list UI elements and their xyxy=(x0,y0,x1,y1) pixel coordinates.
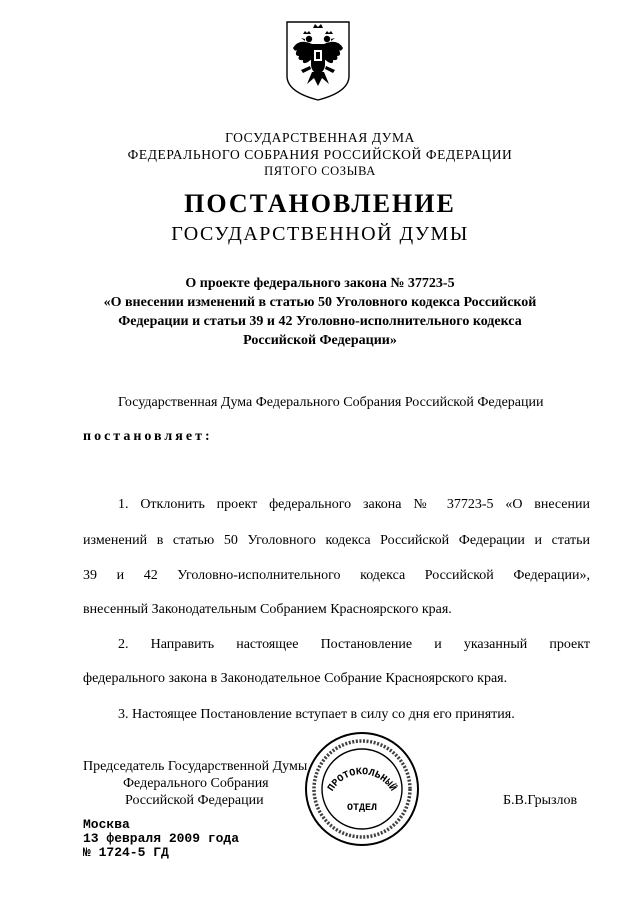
document-subject xyxy=(60,274,580,350)
org-name-line-1: ГОСУДАРСТВЕННАЯ ДУМА xyxy=(225,130,415,145)
convocation: ПЯТОГО СОЗЫВА xyxy=(264,164,376,178)
subject-line-2: «О внесении изменений в статью 50 Уголовного кодекса Российской xyxy=(103,295,537,310)
org-name-line-2: ФЕДЕРАЛЬНОГО СОБРАНИЯ РОССИЙСКОЙ ФЕДЕРАЦИИ xyxy=(127,147,513,162)
subject-line-3: Федерации и статьи 39 и 42 Уголовно-исполнительного кодекса xyxy=(118,314,522,329)
resolves-word: постановляет: xyxy=(83,429,213,444)
subject-line-4: Российской Федерации» xyxy=(243,333,397,348)
document-number: № 1724-5 ГД xyxy=(83,845,169,860)
document-type-title: ПОСТАНОВЛЕНИЕ xyxy=(184,189,456,218)
stamp-center-text: ОТДЕЛ xyxy=(346,803,378,814)
item-1-line-2: изменений в статью 50 Уголовного кодекса Российской Федерации и статьи xyxy=(83,533,590,548)
signer-name: Б.В.Грызлов xyxy=(503,793,578,808)
signer-title-line-1: Председатель Государственной Думы xyxy=(83,759,308,774)
subject-line-1: О проекте федерального закона № 37723-5 xyxy=(185,276,455,291)
russian-coat-of-arms-icon xyxy=(283,18,353,102)
item-1-line-1: 1. Отклонить проект федерального закона № 37723-5 «О внесении xyxy=(118,497,590,512)
signer-title-line-3: Российской Федерации xyxy=(125,793,264,808)
item-2-line-1: 2. Направить настоящее Постановление и указанный проект xyxy=(118,637,590,652)
document-city: Москва xyxy=(83,817,130,832)
preamble: Государственная Дума Федерального Собрания Российской Федерации xyxy=(118,395,544,410)
item-3-line-1: 3. Настоящее Постановление вступает в силу со дня его принятия. xyxy=(118,707,515,722)
item-2-line-2: федерального закона в Законодательное Собрание Красноярского края. xyxy=(83,671,508,686)
svg-text:ПРОТОКОЛЬНЫЙ xyxy=(326,767,400,794)
signer-title-line-2: Федерального Собрания xyxy=(123,776,269,791)
item-1-line-4: внесенный Законодательным Собранием Красноярского края. xyxy=(83,602,452,617)
document-issuer: ГОСУДАРСТВЕННОЙ ДУМЫ xyxy=(171,223,469,245)
protocol-department-stamp xyxy=(303,730,421,848)
document-date: 13 февраля 2009 года xyxy=(83,831,240,846)
item-1-line-3: 39 и 42 Уголовно-исполнительного кодекса Российской Федерации», xyxy=(83,568,590,583)
stamp-top-text: ПРОТОКОЛЬНЫЙ xyxy=(326,767,398,794)
